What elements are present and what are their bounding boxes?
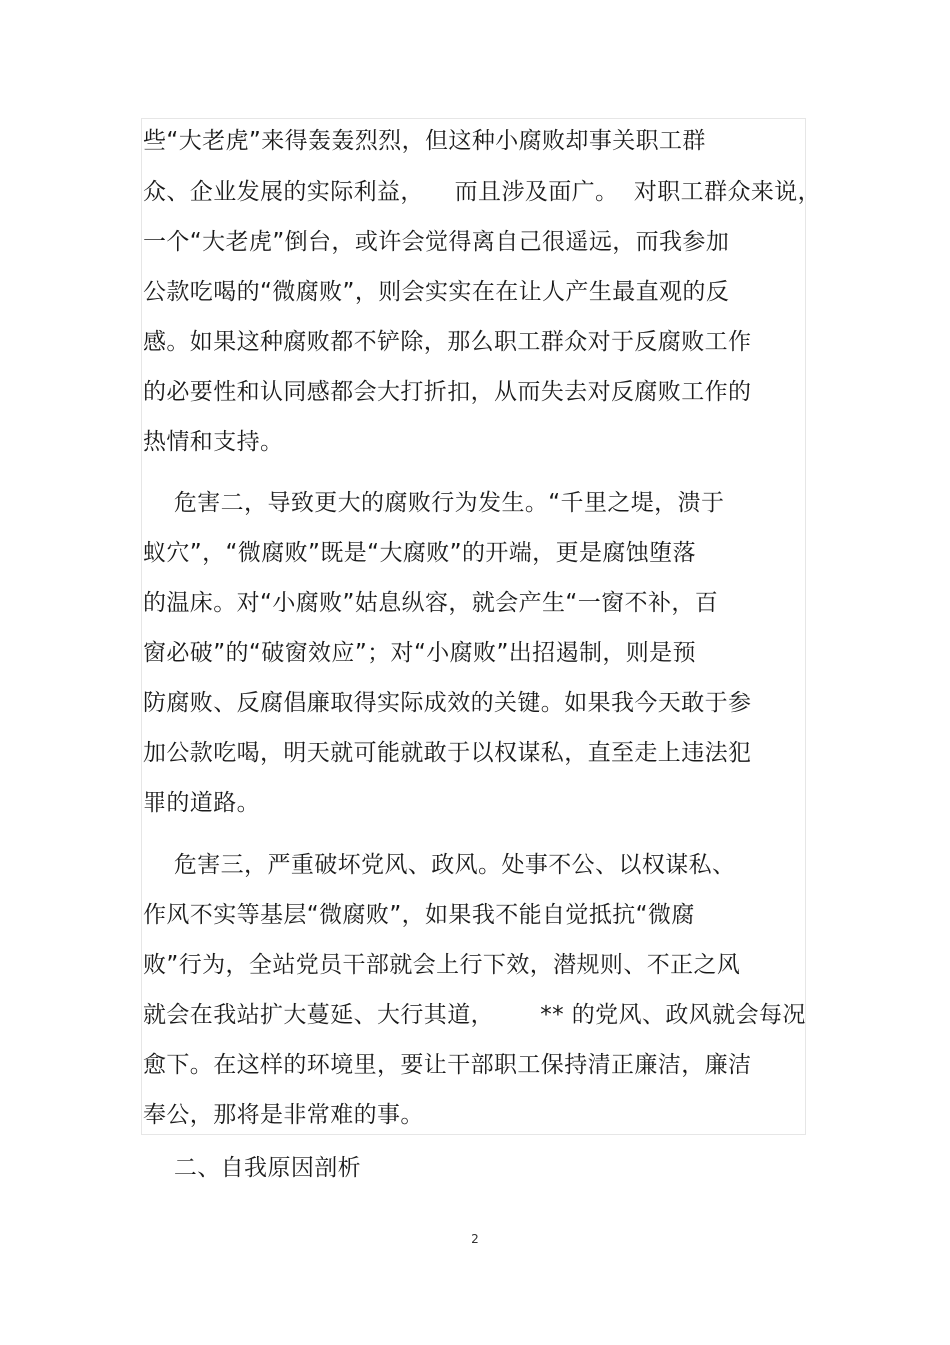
- body-line-11: 窗必破”的“破窗效应”；对“小腐败”出招遏制，则是预: [143, 640, 696, 666]
- body-line-1: 些“大老虎”来得轰轰烈烈，但这种小腐败却事关职工群: [143, 128, 706, 154]
- body-line-20: 奉公，那将是非常难的事。: [143, 1102, 424, 1128]
- body-line-3: 一个“大老虎”倒台，或许会觉得离自己很遥远，而我参加: [143, 229, 730, 255]
- body-line-5: 感。如果这种腐败都不铲除，那么职工群众对于反腐败工作: [143, 329, 752, 355]
- body-line-19: 愈下。在这样的环境里，要让干部职工保持清正廉洁，廉洁: [143, 1052, 752, 1078]
- body-line-14: 罪的道路。: [143, 790, 260, 816]
- body-line-8: 危害二，导致更大的腐败行为发生。“千里之堤，溃于: [143, 490, 725, 516]
- body-line-2: 众、企业发展的实际利益， 而且涉及面广。 对职工群众来说，: [143, 179, 822, 205]
- body-line-6: 的必要性和认同感都会大打折扣，从而失去对反腐败工作的: [143, 379, 752, 405]
- body-line-15: 危害三，严重破坏党风、政风。处事不公、以权谋私、: [143, 852, 736, 878]
- text-frame: [141, 118, 806, 1135]
- body-line-16: 作风不实等基层“微腐败”，如果我不能自觉抵抗“微腐: [143, 902, 695, 928]
- section-heading: 二、自我原因剖析: [143, 1155, 362, 1181]
- body-line-9: 蚁穴”，“微腐败”既是“大腐败”的开端，更是腐蚀堕落: [143, 540, 696, 566]
- body-line-12: 防腐败、反腐倡廉取得实际成效的关键。如果我今天敢于参: [143, 690, 752, 716]
- body-line-7: 热情和支持。: [143, 429, 284, 455]
- body-line-18: 就会在我站扩大蔓延、大行其道， ** 的党风、政风就会每况: [143, 1002, 806, 1028]
- body-line-17: 败”行为，全站党员干部就会上行下效，潜规则、不正之风: [143, 952, 741, 978]
- page-number: 2: [471, 1232, 479, 1246]
- body-line-4: 公款吃喝的“微腐败”，则会实实在在让人产生最直观的反: [143, 279, 730, 305]
- body-line-13: 加公款吃喝，明天就可能就敢于以权谋私，直至走上违法犯: [143, 740, 752, 766]
- body-line-10: 的温床。对“小腐败”姑息纵容，就会产生“一窗不补，百: [143, 590, 719, 616]
